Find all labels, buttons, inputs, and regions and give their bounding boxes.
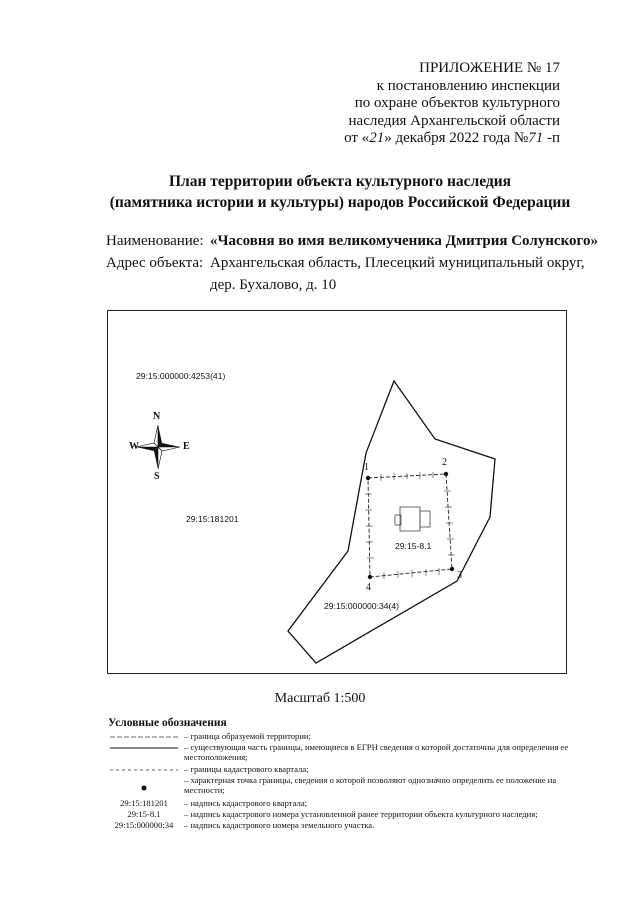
plan-title-line-2: (памятника истории и культуры) народов Российской Федерации xyxy=(109,194,571,211)
parcel-boundary xyxy=(288,381,495,663)
appendix-doc-number: 71 xyxy=(528,130,544,146)
legend-title: Условные обозначения xyxy=(108,717,227,729)
appendix-line-3: по охране объектов культурного xyxy=(354,95,560,111)
boundary-ticks xyxy=(365,472,455,579)
object-name-value: «Часовня во имя великомученика Дмитрия Солунского» xyxy=(210,233,598,249)
appendix-line-4: наследия Архангельской области xyxy=(348,112,560,129)
legend-symbol-territory-boundary xyxy=(108,731,180,741)
plan-title-line-1: План территории объекта культурного наследия xyxy=(168,173,512,190)
boundary-point-3 xyxy=(450,567,454,571)
legend-symbol-point xyxy=(108,779,180,793)
legend-symbol-quarter-label: 29:15:181201 xyxy=(120,798,168,808)
object-name-row xyxy=(106,233,598,250)
point-label-4: 4 xyxy=(366,582,371,593)
appendix-date-line: от «21» декабря 2022 года №71 -п xyxy=(344,130,560,146)
boundary-point-2 xyxy=(444,472,448,476)
object-address-line-1: Архангельская область, Плесецкий муниципальный округ, xyxy=(210,255,585,271)
legend-symbol-territory-label: 29:15-8.1 xyxy=(127,809,161,819)
parcel-label-top: 29:15:000000:4253(41) xyxy=(136,371,226,381)
legend-symbol-parcel-label: 29:15:000000:34 xyxy=(114,820,174,830)
quarter-label: 29:15:181201 xyxy=(186,514,239,524)
point-label-1: 1 xyxy=(364,462,369,473)
object-name-label: Наименование: xyxy=(106,233,204,249)
appendix-header xyxy=(300,60,560,148)
appendix-number: ПРИЛОЖЕНИЕ № 17 xyxy=(419,60,560,76)
compass-north: N xyxy=(153,411,161,422)
territory-boundary xyxy=(368,474,452,577)
compass-west: W xyxy=(129,441,139,452)
chapel-building xyxy=(395,507,430,531)
appendix-day: 21 xyxy=(369,130,385,146)
boundary-point-4 xyxy=(368,575,372,579)
territory-map xyxy=(107,310,567,674)
compass-south: S xyxy=(154,471,160,482)
compass-rose-icon xyxy=(136,425,180,469)
object-address-row xyxy=(106,255,585,272)
legend-symbol-existing-boundary xyxy=(108,742,180,752)
parcel-label-bottom: 29:15:000000:34(4) xyxy=(324,601,400,611)
territory-label: 29:15-8.1 xyxy=(395,541,432,551)
boundary-point-1 xyxy=(366,476,370,480)
appendix-line-2: к постановлению инспекции xyxy=(376,77,560,94)
point-label-3: 3 xyxy=(457,570,462,581)
legend-symbol-quarter-boundary xyxy=(108,764,180,774)
compass-east: E xyxy=(183,441,190,452)
map-scale: Масштаб 1:500 xyxy=(274,691,366,706)
point-label-2: 2 xyxy=(442,457,447,468)
object-address-line-2: дер. Бухалово, д. 10 xyxy=(210,277,337,293)
object-address-label: Адрес объекта: xyxy=(106,255,204,271)
map-drawing xyxy=(108,311,568,675)
